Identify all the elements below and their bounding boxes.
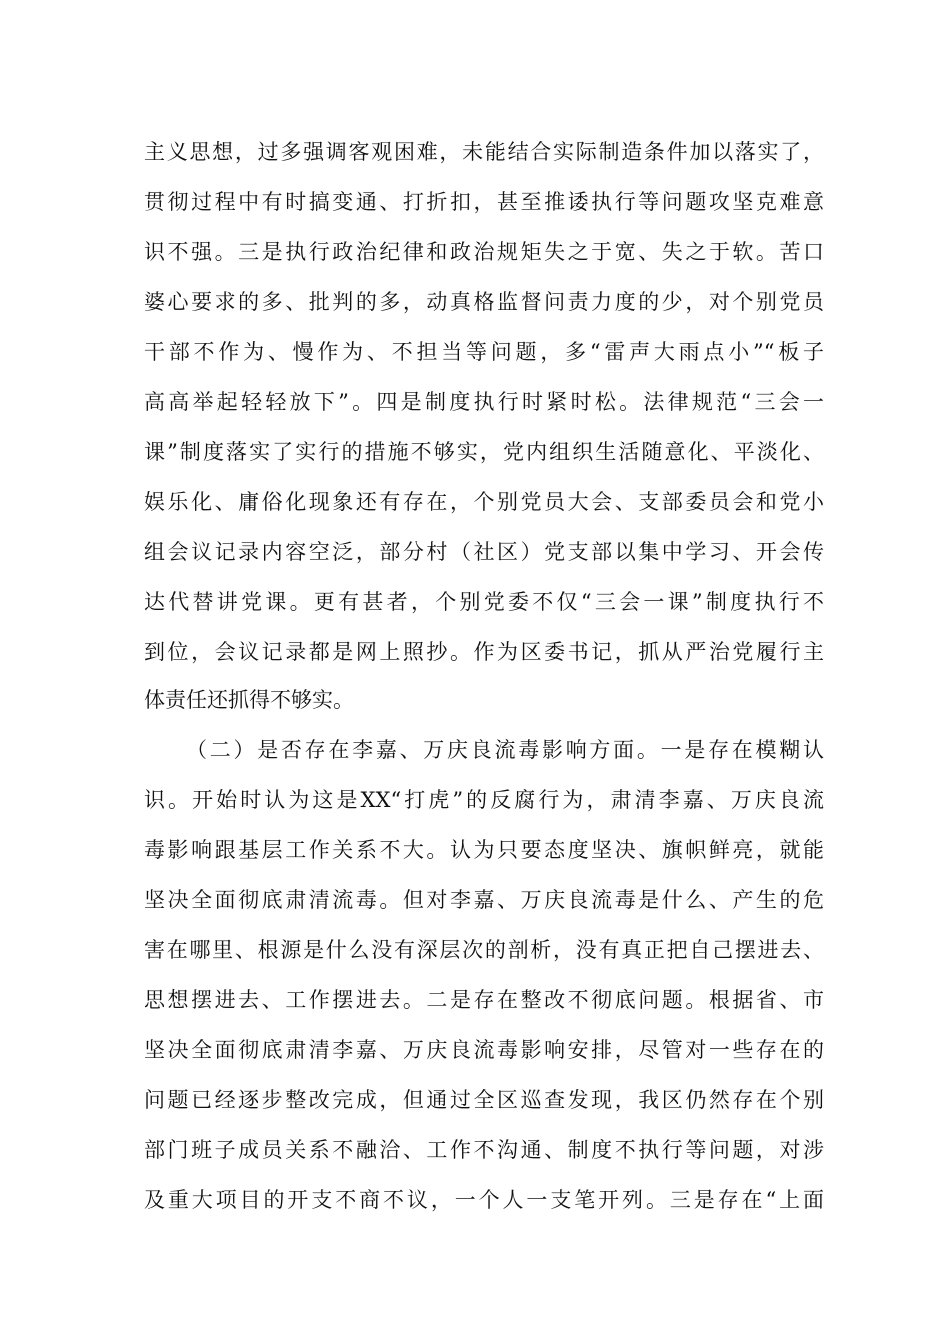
paragraph-line: 组会议记录内容空泛，部分村（社区）党支部以集中学习、开会传 bbox=[144, 540, 824, 564]
paragraph-line: 识不强。三是执行政治纪律和政治规矩失之于宽、失之于软。苦口 bbox=[144, 240, 824, 264]
paragraph-line: 高高举起轻轻放下”。四是制度执行时紧时松。法律规范“三会一 bbox=[144, 390, 824, 414]
paragraph-line: 婆心要求的多、批判的多，动真格监督问责力度的少，对个别党员 bbox=[144, 290, 824, 314]
paragraph-line: 部门班子成员关系不融洽、工作不沟通、制度不执行等问题，对涉 bbox=[144, 1138, 824, 1162]
paragraph-line: 干部不作为、慢作为、不担当等问题，多“雷声大雨点小”“板子 bbox=[144, 340, 824, 364]
paragraph-line: 坚决全面彻底肃清李嘉、万庆良流毒影响安排，尽管对一些存在的 bbox=[144, 1038, 824, 1062]
paragraph-line: 问题已经逐步整改完成，但通过全区巡查发现，我区仍然存在个别 bbox=[144, 1088, 824, 1112]
paragraph-line: 到位，会议记录都是网上照抄。作为区委书记，抓从严治党履行主 bbox=[144, 640, 824, 664]
paragraph-line: 娱乐化、庸俗化现象还有存在，个别党员大会、支部委员会和党小 bbox=[144, 490, 824, 514]
section-heading-line: （二）是否存在李嘉、万庆良流毒影响方面。一是存在模糊认 bbox=[186, 738, 824, 762]
paragraph-line: 及重大项目的开支不商不议，一个人一支笔开列。三是存在“上面 bbox=[144, 1188, 824, 1212]
paragraph-line: 坚决全面彻底肃清流毒。但对李嘉、万庆良流毒是什么、产生的危 bbox=[144, 888, 824, 912]
paragraph-line: 课”制度落实了实行的措施不够实，党内组织生活随意化、平淡化、 bbox=[144, 440, 824, 464]
paragraph-line: 思想摆进去、工作摆进去。二是存在整改不彻底问题。根据省、市 bbox=[144, 988, 824, 1012]
paragraph-line: 体责任还抓得不够实。 bbox=[144, 688, 354, 712]
paragraph-line: 贯彻过程中有时搞变通、打折扣，甚至推诿执行等问题攻坚克难意 bbox=[144, 190, 824, 214]
paragraph-line: 识。开始时认为这是XX“打虎”的反腐行为，肃清李嘉、万庆良流 bbox=[144, 788, 824, 812]
paragraph-line: 主义思想，过多强调客观困难，未能结合实际制造条件加以落实了， bbox=[144, 140, 824, 164]
paragraph-line: 害在哪里、根源是什么没有深层次的剖析，没有真正把自己摆进去、 bbox=[144, 938, 824, 962]
paragraph-line: 达代替讲党课。更有甚者，个别党委不仅“三会一课”制度执行不 bbox=[144, 590, 824, 614]
paragraph-line: 毒影响跟基层工作关系不大。认为只要态度坚决、旗帜鲜亮，就能 bbox=[144, 838, 824, 862]
